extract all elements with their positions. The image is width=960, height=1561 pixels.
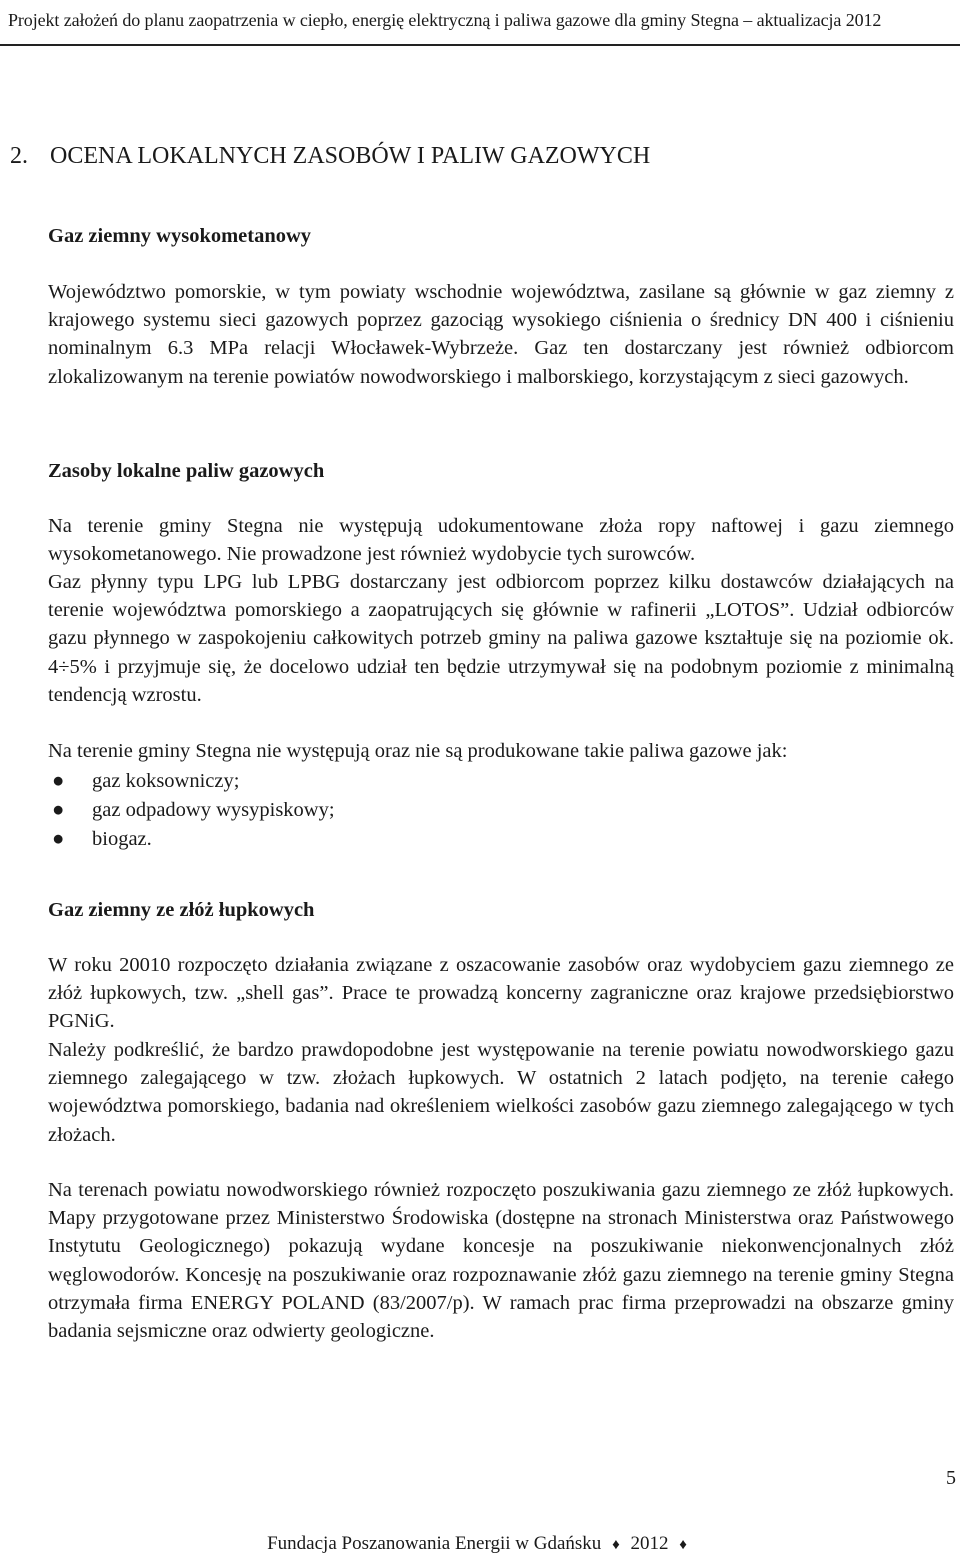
section-title: OCENA LOKALNYCH ZASOBÓW I PALIW GAZOWYCH <box>50 143 651 169</box>
subheading-shale-gas: Gaz ziemny ze złóż łupkowych <box>48 899 315 921</box>
footer-year: 2012 <box>630 1533 669 1554</box>
bullet-icon: ● <box>52 799 65 821</box>
subheading-natural-gas: Gaz ziemny wysokometanowy <box>48 225 312 247</box>
paragraph-gas-types-intro: Na terenie gminy Stegna nie występują oraz nie są produkowane takie paliwa gazowe jak: <box>48 740 788 762</box>
gas-types-list <box>48 767 335 854</box>
paragraph-shale-likely: Należy podkreślić, że bardzo prawdopodobne jest występowanie na terenie powiatu nowodworskiego gazu ziemnego zalegającego w tzw. złożach łupkowych. W ostatnich 2 latach podjęto, na terenie całego województwa pomorskiego, badania nad określeniem wielkości zasobów gazu ziemnego zalegającego w tych złożach. <box>48 1039 954 1146</box>
list-item: ● gaz odpadowy wysypiskowy; <box>48 796 335 825</box>
bullet-icon: ● <box>52 828 65 850</box>
bullet-icon: ● <box>52 770 65 792</box>
paragraph-shale-concessions: Na terenach powiatu nowodworskiego również rozpoczęto poszukiwania gazu ziemnego ze złóż łupkowych. Mapy przygotowane przez Ministerstwo Środowiska (dostępne na stronach Ministerstwa oraz Państwowego Instytutu Geologicznego) pokazują wydane koncesje na poszukiwanie niekonwencjonalnych złóż węglowodorów. Koncesję na poszukiwanie oraz rozpoznawanie złóż gazu ziemnego na terenie gminy Stegna otrzymała firma ENERGY POLAND (83/2007/p). W ramach prac firma przeprowadzi na obszarze gminy badania sejsmiczne oraz odwierty geologiczne. <box>48 1179 954 1343</box>
subheading-local-resources: Zasoby lokalne paliw gazowych <box>48 460 325 482</box>
page-number: 5 <box>946 1467 956 1489</box>
list-item: ● gaz koksowniczy; <box>48 767 335 796</box>
paragraph-shale-start: W roku 20010 rozpoczęto działania związane z oszacowanie zasobów oraz wydobyciem gazu ziemnego ze złóż łupkowych, tzw. „shell gas”. Prace te prowadzą koncerny zagraniczne oraz krajowe przedsiębiorstwo PGNiG. <box>48 954 954 1033</box>
paragraph-no-deposits: Na terenie gminy Stegna nie występują udokumentowane złoża ropy naftowej i gazu ziemnego wysokometanowego. Nie prowadzone jest również wydobycie tych surowców. <box>48 515 954 566</box>
header-title: Projekt założeń do planu zaopatrzenia w ciepło, energię elektryczną i paliwa gazowe dla gminy Stegna – aktualizacja 2012 <box>8 10 882 30</box>
diamond-icon: ♦ <box>679 1537 687 1553</box>
diamond-icon: ♦ <box>612 1537 620 1553</box>
page-header <box>0 0 960 46</box>
paragraph-lpg: Gaz płynny typu LPG lub LPBG dostarczany jest odbiorcom poprzez kilku dostawców działających na terenie województwa pomorskiego a zaopatrujących się głównie w rafinerii „LOTOS”. Udział odbiorców gazu płynnego w zaspokojeniu całkowitych potrzeb gminy na paliwa gazowe kształtuje się na poziomie ok. 4÷5% i przyjmuje się, że docelowo udział ten będzie utrzymywał się na podobnym poziomie z minimalną tendencją wzrostu. <box>48 571 954 706</box>
paragraph-natural-gas: Województwo pomorskie, w tym powiaty wschodnie województwa, zasilane są głównie w gaz ziemny z krajowego systemu sieci gazowych poprzez gazociąg wysokiego ciśnienia o średnicy DN 400 i ciśnieniu nominalnym 6.3 MPa relacji Włocławek-Wybrzeże. Gaz ten dostarczany jest również odbiorcom zlokalizowanym na terenie powiatów nowodworskiego i malborskiego, korzystającym z sieci gazowych. <box>48 281 954 388</box>
list-item: ● biogaz. <box>48 825 335 854</box>
section-heading <box>10 143 650 170</box>
section-number: 2. <box>10 143 28 169</box>
footer-org: Fundacja Poszanowania Energii w Gdańsku <box>267 1533 602 1554</box>
page-footer <box>0 1533 960 1555</box>
